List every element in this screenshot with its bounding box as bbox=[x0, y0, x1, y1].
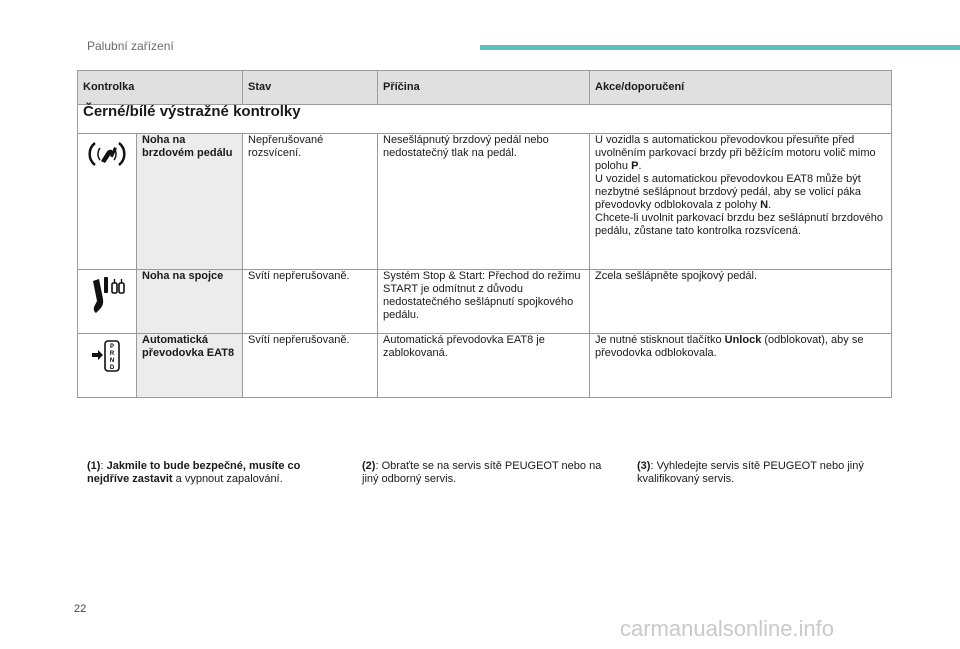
action-line bbox=[595, 134, 886, 173]
warning-cause: Automatická převodovka EAT8 je zablokovaná. bbox=[378, 334, 590, 398]
action-bold: Unlock bbox=[724, 334, 762, 346]
action-line bbox=[595, 270, 886, 283]
icon-cell bbox=[78, 334, 137, 398]
footnote-text: : Obraťte se na servis sítě PEUGEOT nebo na jiný odborný servis. bbox=[362, 460, 602, 485]
icon-cell bbox=[78, 270, 137, 334]
warning-action bbox=[590, 134, 892, 270]
header-accent-bar bbox=[480, 45, 960, 50]
warning-state: Svítí nepřerušovaně. bbox=[243, 334, 378, 398]
footnote-text: a vypnout zapalování. bbox=[172, 473, 283, 485]
table-row bbox=[78, 334, 892, 398]
footnote-mark: (1) bbox=[87, 460, 101, 472]
brake-pedal-foot-icon bbox=[87, 139, 127, 169]
warning-name: Automatická převodovka EAT8 bbox=[137, 334, 243, 398]
footnote-2 bbox=[362, 460, 617, 486]
action-text: . bbox=[768, 199, 772, 211]
action-text: Chcete-li uvolnit parkovací brzdu bez sešlápnutí brzdového pedálu, zůstane tato kontrolka rozsvícená. bbox=[595, 212, 883, 237]
action-text: U vozidel s automatickou převodovkou EAT8 může být nezbytné sešlápnout brzdový pedál, aby se volicí páka převodovky odblokovala z polohy bbox=[595, 173, 861, 211]
warning-lights-table bbox=[77, 70, 892, 398]
action-line bbox=[595, 173, 886, 212]
watermark: carmanualsonline.info bbox=[620, 616, 835, 641]
action-text: Zcela sešlápněte spojkový pedál. bbox=[595, 270, 758, 282]
footnote-text: : Vyhledejte servis sítě PEUGEOT nebo jiný kvalifikovaný servis. bbox=[637, 460, 864, 485]
column-header-stav: Stav bbox=[243, 71, 378, 105]
action-bold: P bbox=[631, 160, 639, 172]
warning-state: Nepřerušované rozsvícení. bbox=[243, 134, 378, 270]
warning-action bbox=[590, 334, 892, 398]
warning-action bbox=[590, 270, 892, 334]
footnote-1: (1): Jakmile to bude bezpečné, musíte co nejdříve zastavit a vypnout zapalování. bbox=[87, 460, 301, 485]
category-title: Černé/bílé výstražné kontrolky bbox=[78, 105, 892, 134]
footnote-3 bbox=[637, 460, 892, 486]
svg-text:P: P bbox=[109, 344, 115, 350]
footnote-mark: (2) bbox=[362, 460, 376, 472]
table-header-row bbox=[78, 71, 892, 105]
warning-cause: Systém Stop & Start: Přechod do režimu START je odmítnut z důvodu nedostatečného sešlápnutí spojkového pedálu. bbox=[378, 270, 590, 334]
icon-cell bbox=[78, 134, 137, 270]
footnote-bold: Jakmile to bude bezpečné, musíte co nejdříve zastavit bbox=[87, 460, 301, 485]
category-row bbox=[78, 105, 892, 134]
action-bold: N bbox=[760, 199, 769, 211]
action-text: U vozidla s automatickou převodovkou přesuňte před uvolněním parkovací brzdy při běžícím motoru volič mimo polohu bbox=[595, 134, 876, 172]
warning-name: Noha na brzdovém pedálu bbox=[137, 134, 243, 270]
svg-text:R: R bbox=[109, 351, 115, 357]
page-number: 22 bbox=[74, 603, 87, 615]
warning-name: Noha na spojce bbox=[137, 270, 243, 334]
column-header-pricina: Příčina bbox=[378, 71, 590, 105]
column-header-kontrolka: Kontrolka bbox=[78, 71, 243, 105]
action-text: (odblokovat), aby se převodovka odblokovala. bbox=[595, 334, 864, 359]
action-text: Je nutné stisknout tlačítko bbox=[595, 334, 725, 346]
column-header-akce: Akce/doporučení bbox=[590, 71, 892, 105]
footnote-mark: (3) bbox=[637, 460, 651, 472]
table-row bbox=[78, 270, 892, 334]
warning-state: Svítí nepřerušovaně. bbox=[243, 270, 378, 334]
clutch-pedal-foot-icon bbox=[89, 275, 125, 315]
svg-text:N: N bbox=[109, 358, 115, 364]
section-title: Palubní zařízení bbox=[87, 39, 174, 53]
action-line bbox=[595, 212, 886, 238]
table-row bbox=[78, 134, 892, 270]
automatic-gearbox-prnd-icon bbox=[90, 339, 124, 373]
action-text: . bbox=[638, 160, 642, 172]
warning-cause: Nesešlápnutý brzdový pedál nebo nedostatečný tlak na pedál. bbox=[378, 134, 590, 270]
action-line bbox=[595, 334, 886, 360]
svg-text:D: D bbox=[109, 365, 115, 371]
